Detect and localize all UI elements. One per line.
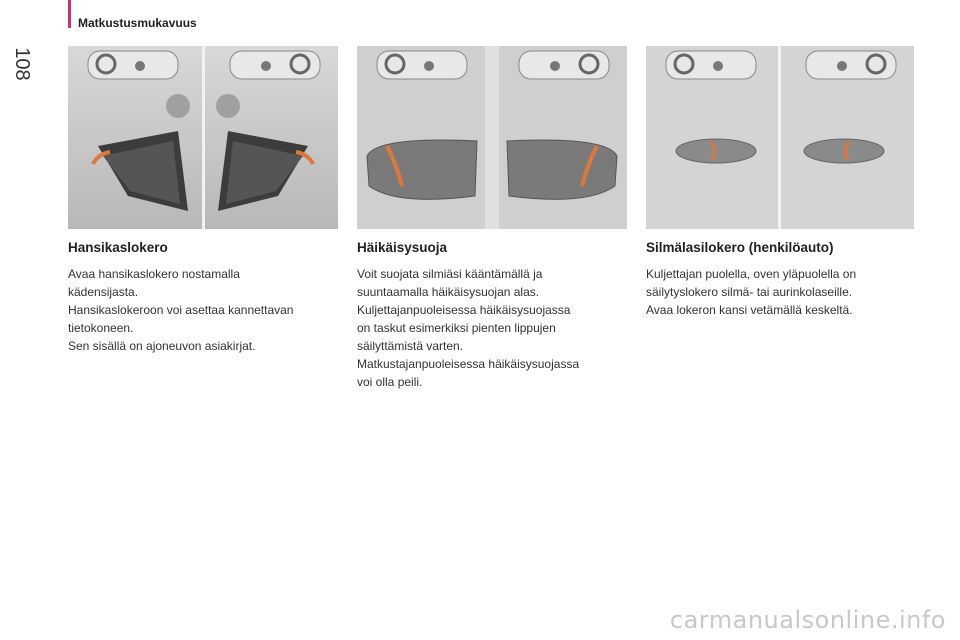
accent-bar <box>68 0 71 28</box>
glasses-compartment-illustration <box>646 46 914 229</box>
sun-visor-text: Voit suojata silmiäsi kääntämällä ja suuntaamalla häikäisysuojan alas. Kuljettajanpuoleisessa häikäisysuojassa on taskut esimerkiksi pienten lippujen säilyttämistä varten. Matkustajanpuoleisessa häikäisysuojassa voi olla peili. <box>357 267 580 389</box>
sun-visor-section <box>357 240 619 391</box>
glasses-compartment-text: Kuljettajan puolella, oven yläpuolella on säilytyslokero silmä- tai aurinkolaseille. Avaa lokeron kansi vetämällä keskeltä. <box>646 267 857 317</box>
page-number: 108 <box>11 47 34 81</box>
sun-visor-illustration <box>357 46 627 229</box>
sun-visor-heading: Häikäisysuoja <box>357 240 448 255</box>
glovebox-section <box>68 240 330 355</box>
watermark: carmanualsonline.info <box>669 606 946 634</box>
glovebox-text: Avaa hansikaslokero nostamalla kädensijasta. Hansikaslokeroon voi asettaa kannettavan tietokoneen. Sen sisällä on ajoneuvon asiakirjat. <box>68 267 294 353</box>
section-title: Matkustusmukavuus <box>78 16 197 30</box>
glasses-compartment-section <box>646 240 908 319</box>
glovebox-illustration <box>68 46 338 229</box>
glasses-compartment-heading: Silmälasilokero (henkilöauto) <box>646 240 834 255</box>
glovebox-heading: Hansikaslokero <box>68 240 168 255</box>
